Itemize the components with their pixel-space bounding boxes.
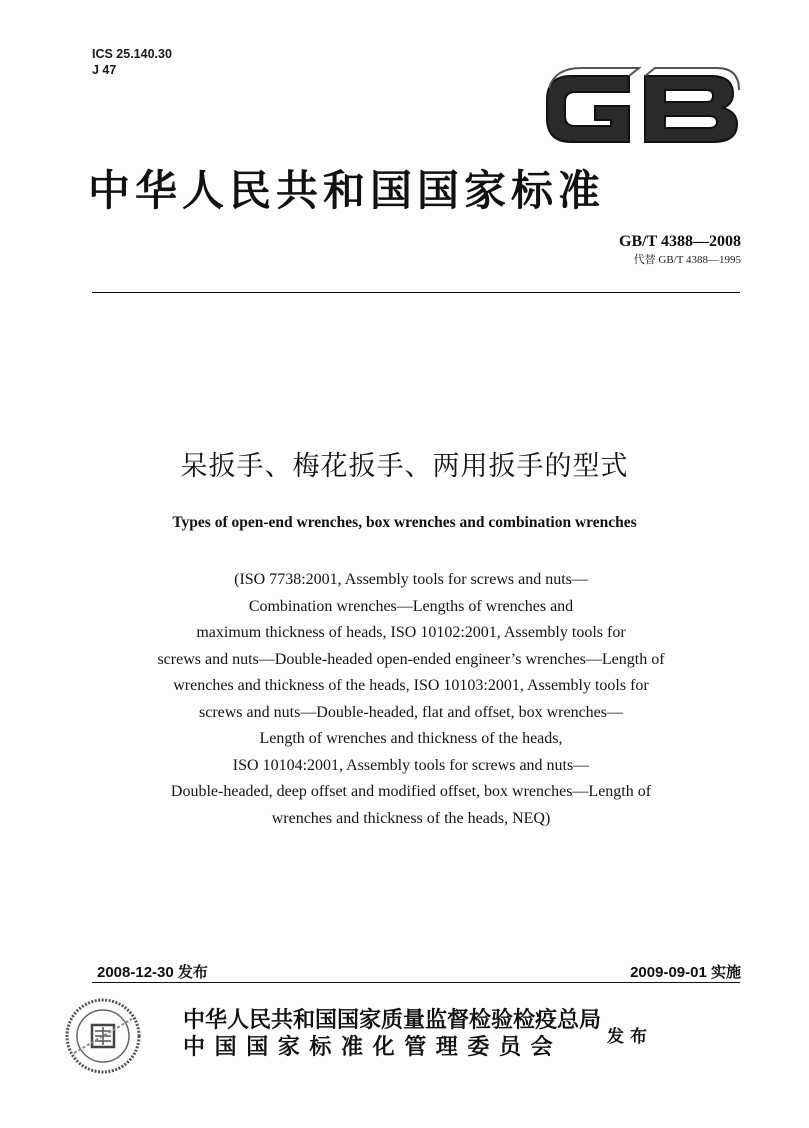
iso-equivalence-block (80, 567, 742, 832)
equivalence-line: Length of wrenches and thickness of the heads, (259, 730, 563, 747)
issuing-authorities (183, 1007, 601, 1061)
equivalence-line: screws and nuts—Double-headed, flat and offset, box wrenches— (198, 703, 624, 721)
implementation-date: 2009-09-01 实施 (630, 964, 741, 981)
issuer-aqsiq: 中华人民共和国国家质量监督检验检疫总局 (183, 1008, 602, 1033)
equivalence-line: screws and nuts—Double-headed open-ended engineer’s wrenches—Length of (157, 650, 665, 668)
issue-date: 2008-12-30 发布 (97, 964, 208, 981)
chinese-title: 呆扳手、梅花扳手、两用扳手的型式 (180, 451, 629, 482)
equivalence-line: (ISO 7738:2001, Assembly tools for screws and nuts— (234, 571, 588, 588)
equivalence-line: Combination wrenches—Lengths of wrenches and (248, 597, 574, 615)
english-title: Types of open-end wrenches, box wrenches and combination wrenches (172, 514, 637, 531)
ics-code: ICS 25.140.30 (92, 47, 172, 61)
ccs-code: J 47 (92, 63, 117, 77)
header-divider (92, 292, 740, 293)
equivalence-line: maximum thickness of heads, ISO 10102:2001, Assembly tools for (196, 624, 626, 641)
equivalence-line: wrenches and thickness of the heads, ISO 10103:2001, Assembly tools for (173, 677, 649, 694)
equivalence-line: wrenches and thickness of the heads, NEQ) (271, 809, 551, 827)
footer-divider (92, 982, 740, 983)
replaces-standard: 代替 GB/T 4388—1995 (633, 254, 741, 266)
classification-codes (92, 46, 172, 78)
standard-number: GB/T 4388—2008 (619, 233, 741, 250)
issuer-sac: 中国国家标准化管理委员会 (183, 1035, 563, 1060)
issued-by-label: 发布 (607, 1027, 653, 1047)
equivalence-line: ISO 10104:2001, Assembly tools for screws and nuts— (232, 756, 590, 774)
gb-logo-icon (541, 62, 741, 154)
standard-type-heading: 中华人民共和国国家标准 (88, 166, 606, 215)
publisher-seal-icon (62, 995, 144, 1077)
equivalence-line: Double-headed, deep offset and modified offset, box wrenches—Length of (170, 783, 652, 800)
